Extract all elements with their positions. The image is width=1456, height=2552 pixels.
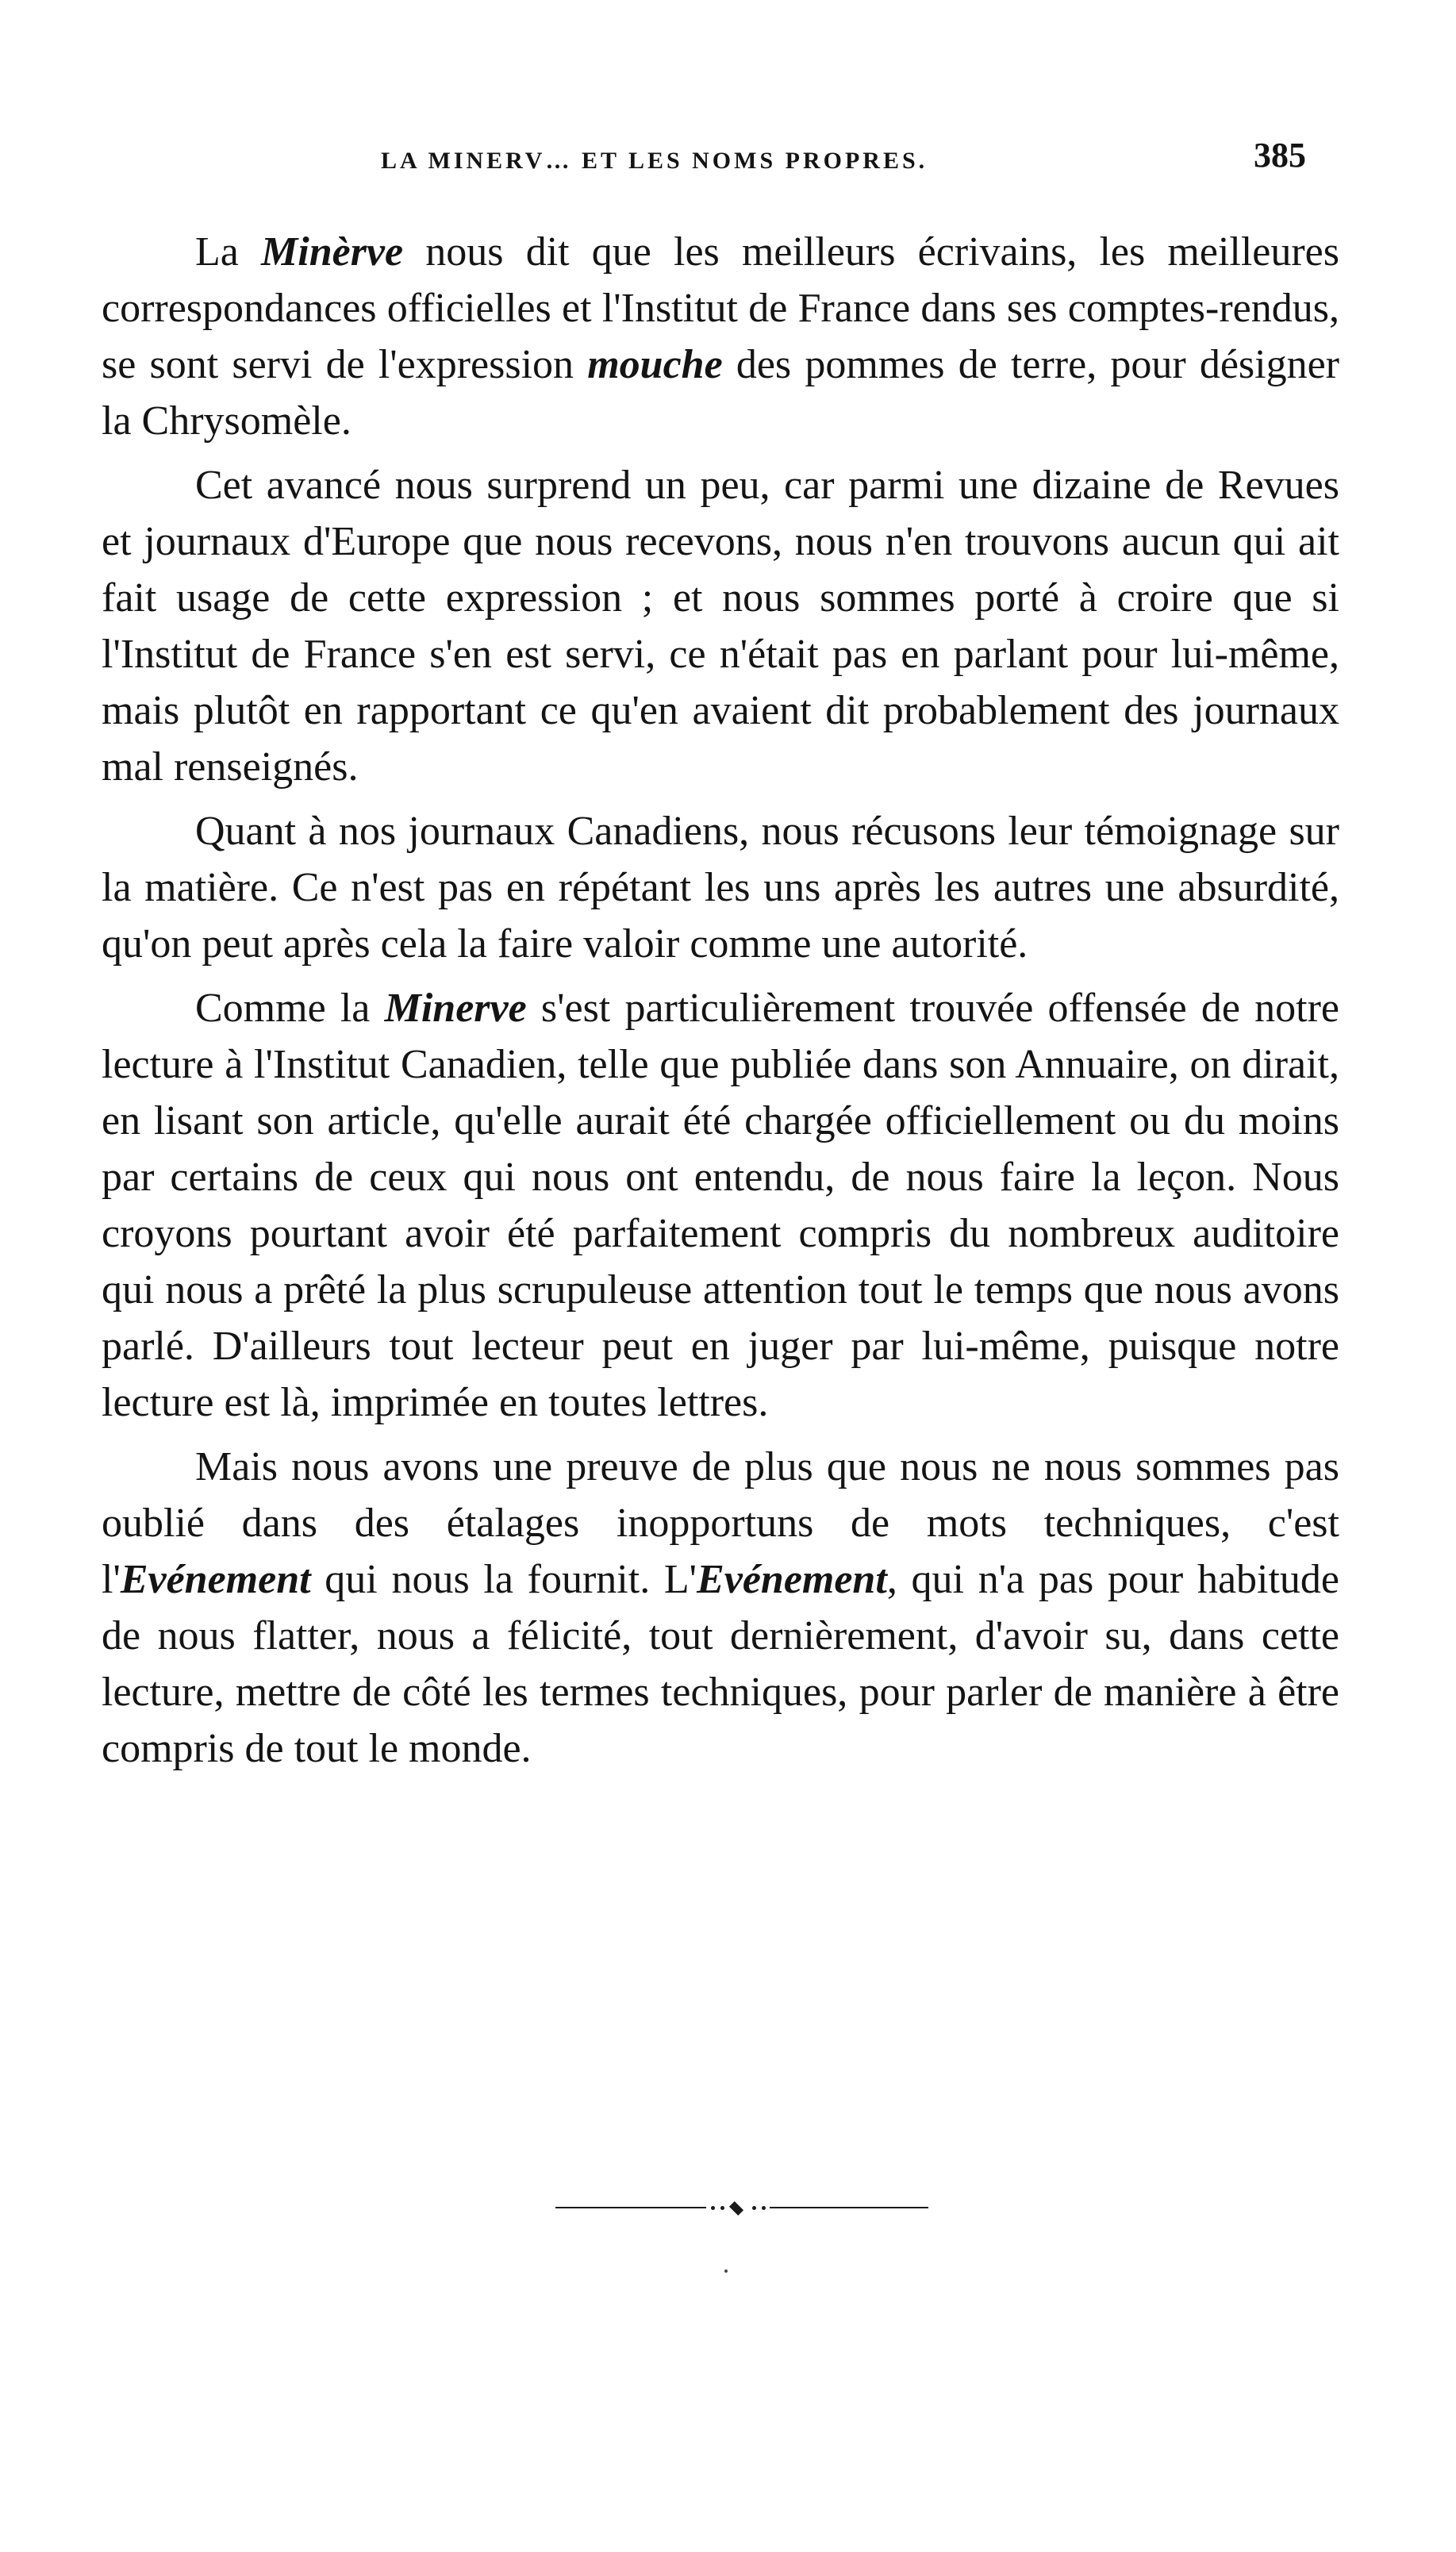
ornament-center bbox=[706, 2201, 770, 2214]
paragraph-5 bbox=[102, 1439, 1339, 1777]
text-run: s'est particulièrement trouvée offensée de notre lecture à l'Institut Canadien, telle que publiée dans son Annuaire, on dirait, en lisant son article, qu'elle aurait été chargée officiellement ou du moins par certains de ceux qui nous ont entendu, de nous faire la leçon. Nous croyons pourtant avoir été parfaitement compris du nombreux auditoire qui nous a prêté la plus scrupuleuse attention tout le temps que nous avons parlé. D'ailleurs tout lecteur peut en juger par lui-même, puisque notre lecture est là, imprimée en toutes lettres. bbox=[102, 986, 1339, 1425]
running-head-title: LA MINERV… ET LES NOMS PROPRES. bbox=[381, 148, 928, 174]
text-run: Cet avancé nous surprend un peu, car parmi une dizaine de Revues et journaux d'Europe que nous recevons, nous n'en trouvons aucun qui ait fait usage de cette expression ; et nous sommes porté à croire que si l'Institut de France s'en est servi, ce n'était pas en parlant pour lui-même, mais plutôt en rapportant ce qu'en avaient dit probablement des journaux mal renseignés. bbox=[102, 463, 1339, 790]
ornament-diamond bbox=[729, 2201, 743, 2216]
text-run: , qui n'a pas pour habitude de nous flatter, nous a félicité, tout dernièrement, d'avoir su, dans cette lecture, mettre de côté les termes techniques, pour parler de manière à être compris de tout le monde. bbox=[102, 1557, 1339, 1771]
text-run: Comme la bbox=[195, 986, 385, 1031]
italic-term: Evénement bbox=[120, 1557, 311, 1602]
paragraph-2 bbox=[102, 457, 1339, 795]
text-run: qui nous la fournit. L' bbox=[310, 1557, 697, 1602]
body-text bbox=[102, 224, 1339, 1785]
text-run: La bbox=[195, 229, 262, 275]
italic-term: Minèrve bbox=[261, 229, 404, 275]
page-number: 385 bbox=[1254, 136, 1306, 175]
paragraph-3 bbox=[102, 803, 1339, 972]
print-speck bbox=[724, 2270, 728, 2273]
italic-term: mouche bbox=[587, 342, 723, 387]
italic-term: Evénement bbox=[697, 1557, 887, 1602]
paragraph-4 bbox=[102, 980, 1339, 1431]
end-ornament bbox=[555, 2198, 928, 2217]
ornament-rule-right bbox=[770, 2207, 928, 2208]
italic-term: Minerve bbox=[384, 986, 527, 1031]
paragraph-1 bbox=[102, 224, 1339, 449]
text-run: Mais nous avons une preuve de plus que nous ne nous sommes pas oublié dans des étalages inopportuns de mots techniques, c'est l' bbox=[102, 1444, 1339, 1602]
ornament-rule-left bbox=[555, 2207, 706, 2208]
text-run: des pommes de terre, pour désigner la Chrysomèle. bbox=[102, 342, 1340, 444]
text-run: Quant à nos journaux Canadiens, nous récusons leur témoignage sur la matière. Ce n'est pas en répétant les uns après les autres une absurdité, qu'on peut après cela la faire valoir comme une autorité. bbox=[102, 809, 1339, 967]
text-run: nous dit que les meilleurs écrivains, les meilleures correspondances officielles et l'Institut de France dans ses comptes-rendus, se sont servi de l'expression bbox=[102, 229, 1339, 387]
